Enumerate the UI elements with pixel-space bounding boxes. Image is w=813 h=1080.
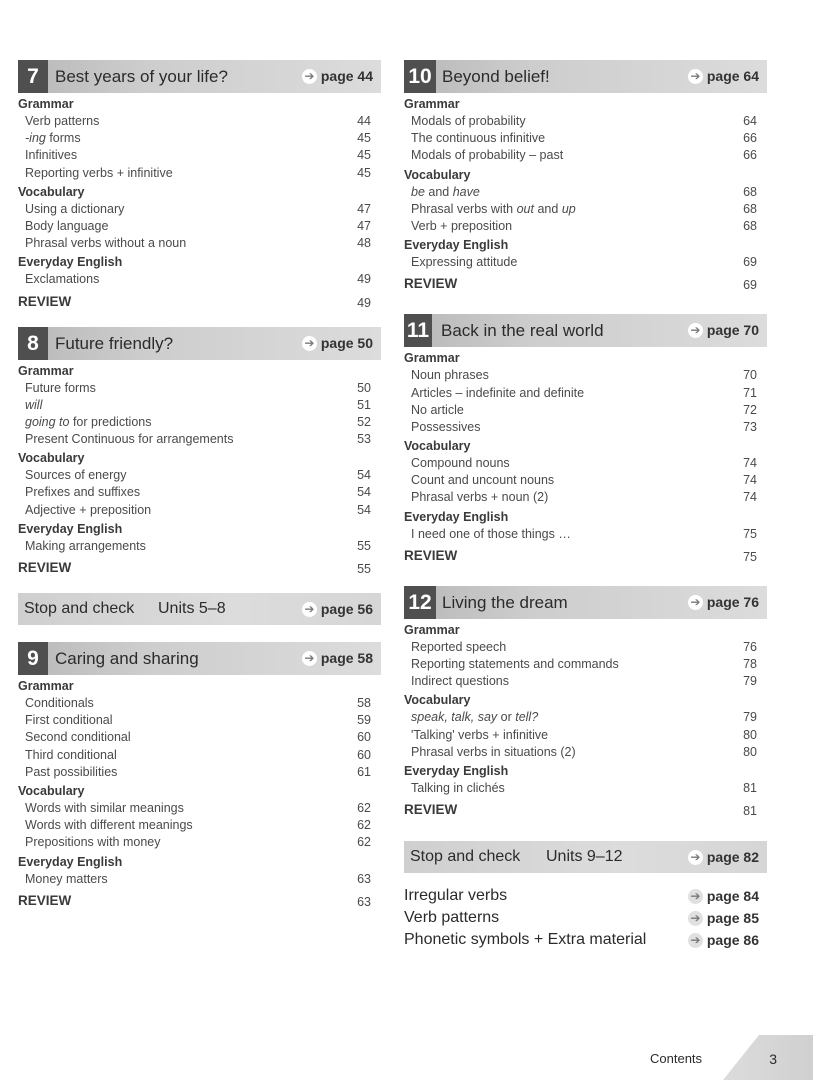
section-heading-vocabulary: Vocabulary [404,693,471,708]
section-heading-everyday-english: Everyday English [18,255,123,270]
stop-and-check-title: Stop and check [410,848,521,866]
extra-verb-patterns[interactable]: Verb patterns ➔ page 85 [404,907,767,929]
unit-9-header[interactable] [18,642,381,675]
list-item: Prepositions with money 62 [25,835,371,850]
section-heading-grammar: Grammar [404,622,460,637]
list-item: Words with different meanings 62 [25,818,371,833]
arrow-right-circle-icon: ➔ [688,889,703,904]
unit-page-link[interactable]: ➔ page 64 [688,60,759,93]
arrow-right-circle-icon: ➔ [302,651,317,666]
extra-page-link[interactable]: ➔ page 84 [688,885,759,907]
review-row: REVIEW 63 [18,892,371,909]
unit-title: Beyond belief! [442,67,550,86]
review-row: REVIEW 55 [18,560,371,576]
unit-title: Future friendly? [55,333,174,353]
list-item: Sources of energy 54 [25,468,371,483]
list-item: Reporting verbs + infinitive 45 [25,165,371,180]
unit-number: 8 [18,327,48,360]
list-item: Third conditional 60 [25,747,371,762]
arrow-right-circle-icon: ➔ [302,336,317,351]
list-item: No article 72 [411,402,757,417]
arrow-right-circle-icon: ➔ [688,850,703,865]
list-item: Reporting statements and commands 78 [411,657,757,671]
arrow-right-circle-icon: ➔ [688,911,703,926]
section-heading-vocabulary: Vocabulary [18,451,85,466]
unit-10-header[interactable] [404,60,767,93]
section-heading-grammar: Grammar [404,97,460,111]
review-row: REVIEW 81 [404,802,757,819]
unit-title: Back in the real world [441,321,604,341]
list-item: 'Talking' verbs + infinitive 80 [411,727,757,742]
list-item: Phrasal verbs in situations (2) 80 [411,744,757,759]
section-heading-grammar: Grammar [18,679,74,693]
unit-page-link[interactable]: ➔ page 58 [302,642,373,675]
list-item: Exclamations 49 [25,272,371,287]
list-item: First conditional 59 [25,713,371,728]
unit-number: 9 [18,642,48,675]
list-item: Phrasal verbs without a noun 48 [25,236,371,251]
list-item: Money matters 63 [25,871,371,886]
review-row: REVIEW 49 [18,293,371,310]
list-item: Modals of probability 64 [411,114,757,128]
unit-number: 11 [404,314,432,347]
list-item: Reported speech 76 [411,639,757,654]
list-item: Words with similar meanings 62 [25,800,371,815]
section-heading-vocabulary: Vocabulary [18,184,85,199]
review-row: REVIEW 75 [404,547,757,564]
list-item: Possessives 73 [411,419,757,434]
list-item: The continuous infinitive 66 [411,131,757,146]
extra-page-link[interactable]: ➔ page 86 [688,929,759,951]
extra-irregular-verbs[interactable]: Irregular verbs ➔ page 84 [404,885,767,907]
arrow-right-circle-icon: ➔ [302,602,317,617]
section-heading-grammar: Grammar [404,351,460,366]
unit-12-header[interactable] [404,586,767,619]
section-heading-everyday-english: Everyday English [404,509,509,524]
section-heading-everyday-english: Everyday English [18,854,123,869]
list-item: Verb patterns 44 [25,114,371,128]
unit-number: 12 [404,586,436,619]
list-item: Count and uncount nouns 74 [411,473,757,488]
list-item: Body language 47 [25,218,371,233]
stop-and-check-title: Stop and check [24,600,135,617]
list-item: Conditionals 58 [25,696,371,710]
unit-title: Best years of your life? [55,67,228,86]
list-item: Future forms 50 [25,380,371,395]
arrow-right-circle-icon: ➔ [302,69,317,84]
unit-11-header[interactable] [404,314,767,347]
list-item: Expressing attitude 69 [411,255,757,270]
list-item: Phrasal verbs + noun (2) 74 [411,490,757,505]
arrow-right-circle-icon: ➔ [688,595,703,610]
section-heading-vocabulary: Vocabulary [18,783,85,798]
arrow-right-circle-icon: ➔ [688,933,703,948]
stop-and-check-units: Units 5–8 [158,600,226,617]
list-item: be and have 68 [411,184,757,199]
unit-8-header[interactable] [18,327,381,360]
unit-number: 10 [404,60,436,93]
section-heading-everyday-english: Everyday English [404,238,509,253]
contents-right-column [404,60,767,951]
stop-and-check-units: Units 9–12 [546,848,623,866]
footer-label: Contents [650,1051,703,1066]
unit-page-link[interactable]: ➔ page 70 [688,314,759,347]
list-item: Second conditional 60 [25,730,371,745]
unit-title: Caring and sharing [55,649,199,668]
section-heading-vocabulary: Vocabulary [404,167,471,182]
list-item: Indirect questions 79 [411,674,757,689]
list-item: Phrasal verbs with out and up 68 [411,201,757,216]
list-item: Noun phrases 70 [411,368,757,383]
unit-page-link[interactable]: ➔ page 82 [688,841,759,874]
list-item: Modals of probability – past 66 [411,148,757,163]
unit-title: Living the dream [442,592,568,612]
section-heading-grammar: Grammar [18,363,74,378]
unit-page-link[interactable]: ➔ page 76 [688,586,759,619]
list-item: Prefixes and suffixes 54 [25,485,371,500]
page-number: 3 [769,1051,777,1067]
section-heading-everyday-english: Everyday English [404,763,509,778]
extra-page-link[interactable]: ➔ page 85 [688,907,759,929]
section-heading-grammar: Grammar [18,97,74,111]
arrow-right-circle-icon: ➔ [688,323,703,338]
list-item: Verb + preposition 68 [411,218,757,233]
list-item: will 51 [25,397,371,412]
unit-number: 7 [18,60,48,93]
stop-and-check-9-12-header[interactable] [404,841,767,873]
list-item: Past possibilities 61 [25,764,371,779]
arrow-right-circle-icon: ➔ [688,69,703,84]
list-item: Making arrangements 55 [25,538,371,553]
list-item: Present Continuous for arrangements 53 [25,432,371,447]
stop-and-check-5-8-header[interactable] [18,593,381,625]
section-heading-everyday-english: Everyday English [18,521,123,536]
section-heading-vocabulary: Vocabulary [404,439,471,454]
contents-left-column [18,60,381,912]
list-item: Articles – indefinite and definite 71 [411,385,757,400]
extra-phonetic-symbols[interactable]: Phonetic symbols + Extra material ➔ page 86 [404,929,767,951]
unit-page-link[interactable]: ➔ page 50 [302,327,373,360]
page-corner-tab [723,1035,813,1080]
list-item: I need one of those things … 75 [411,526,757,541]
unit-page-link[interactable]: ➔ page 56 [302,593,373,626]
list-item: Using a dictionary 47 [25,201,371,216]
unit-7-header[interactable] [18,60,381,93]
unit-page-link[interactable]: ➔ page 44 [302,60,373,93]
list-item: Talking in clichés 81 [411,780,757,795]
review-row: REVIEW 69 [404,276,757,293]
list-item: speak, talk, say or tell? 79 [411,710,757,725]
list-item: Infinitives 45 [25,148,371,163]
list-item: -ing forms 45 [25,131,371,146]
list-item: Adjective + preposition 54 [25,502,371,517]
list-item: going to for predictions 52 [25,414,371,429]
list-item: Compound nouns 74 [411,456,757,471]
